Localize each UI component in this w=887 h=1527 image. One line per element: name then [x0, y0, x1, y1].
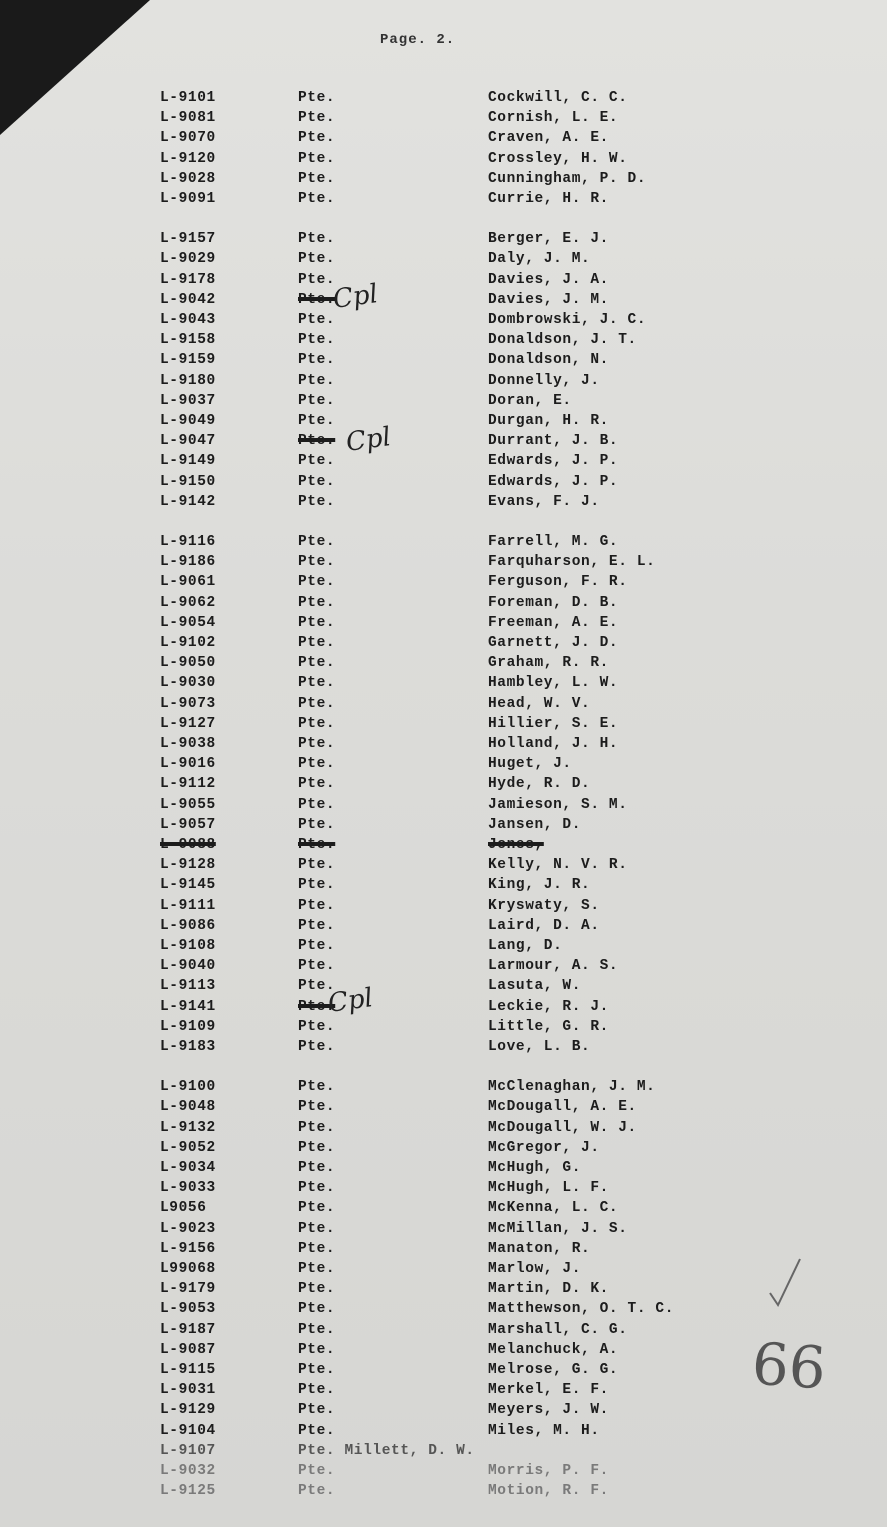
- rank: Pte.: [298, 917, 336, 934]
- roster-row: [0, 673, 887, 693]
- rank: Pte.: [298, 1301, 336, 1318]
- rank: Pte.: [298, 1362, 336, 1378]
- rank: Pte.: [298, 816, 336, 833]
- handwritten-cpl-annotation: Cpl: [331, 279, 380, 315]
- handwritten-cpl-annotation: Cpl: [344, 422, 393, 458]
- service-number: L-9031: [160, 1382, 216, 1399]
- rank: Pte.: [298, 877, 336, 894]
- soldier-name: King, J. R.: [488, 877, 591, 894]
- rank: Pte.: [298, 635, 336, 651]
- rank: Pte.: [298, 1180, 336, 1197]
- soldier-name: Davies, J. M.: [488, 291, 609, 308]
- soldier-name: Farrell, M. G.: [488, 534, 619, 550]
- soldier-name: Currie, H. R.: [488, 191, 609, 207]
- handwritten-cpl-annotation: Cpl: [326, 983, 375, 1019]
- rank: Pte.: [298, 1281, 336, 1298]
- rank: Pte.: [298, 594, 336, 611]
- service-number: L9056: [160, 1200, 207, 1217]
- rank: Pte.: [298, 271, 336, 288]
- soldier-name: Garnett, J. D.: [488, 635, 619, 651]
- rank: Pte.: [298, 170, 336, 187]
- soldier-name: Craven, A. E.: [488, 130, 609, 147]
- soldier-name: Meyers, J. W.: [488, 1402, 609, 1419]
- soldier-name: Melrose, G. G.: [488, 1362, 619, 1378]
- roster-row: [0, 108, 887, 128]
- roster-row: [0, 411, 887, 431]
- service-number: L-9101: [160, 90, 216, 106]
- service-number: L-9048: [160, 1099, 216, 1116]
- roster-row: [0, 88, 887, 108]
- soldier-name: Manaton, R.: [488, 1240, 591, 1257]
- rank: Pte.: [298, 1200, 336, 1217]
- service-number: L-9029: [160, 251, 216, 268]
- roster-row: [0, 1017, 887, 1037]
- rank: Pte. Millett, D. W.: [298, 1442, 475, 1459]
- roster-row: [0, 149, 887, 169]
- service-number: L-9149: [160, 453, 216, 470]
- soldier-name: Matthewson, O. T. C.: [488, 1301, 675, 1318]
- service-number: L-9132: [160, 1119, 216, 1136]
- rank: Pte.: [298, 433, 336, 450]
- roster-row: [0, 270, 887, 290]
- rank: Pte.: [298, 453, 336, 470]
- rank: Pte.: [298, 1402, 336, 1419]
- service-number: L-9100: [160, 1079, 216, 1096]
- rank: Pte.: [298, 1261, 336, 1277]
- service-number: L-9186: [160, 554, 216, 571]
- soldier-name: Love, L. B.: [488, 1039, 591, 1055]
- service-number: L-9037: [160, 392, 216, 409]
- service-number: L-9034: [160, 1160, 216, 1176]
- rank: Pte.: [298, 796, 336, 813]
- roster-row: [0, 835, 887, 855]
- soldier-name: Donaldson, N.: [488, 352, 609, 369]
- roster-row: [0, 1198, 887, 1218]
- roster-row: [0, 936, 887, 956]
- soldier-name: Merkel, E. F.: [488, 1382, 609, 1399]
- rank: Pte.: [298, 554, 336, 571]
- soldier-name: Donaldson, J. T.: [488, 332, 637, 349]
- roster-row: [0, 714, 887, 734]
- rank: Pte.: [298, 1483, 336, 1500]
- service-number: L-9028: [160, 170, 216, 187]
- service-number: L-9023: [160, 1220, 216, 1237]
- rank: Pte.: [298, 473, 336, 490]
- rank: Pte.: [298, 1160, 336, 1176]
- soldier-name: Leckie, R. J.: [488, 998, 609, 1015]
- soldier-name: Donnelly, J.: [488, 372, 600, 389]
- service-number: L-9081: [160, 110, 216, 127]
- soldier-name: Morris, P. F.: [488, 1463, 609, 1479]
- soldier-name: Head, W. V.: [488, 695, 591, 712]
- soldier-name: Marlow, J.: [488, 1261, 582, 1277]
- rank: Pte.: [298, 130, 336, 147]
- rank: Pte.: [298, 614, 336, 631]
- roster-row: [0, 1299, 887, 1319]
- soldier-name: Larmour, A. S.: [488, 958, 619, 975]
- roster-row: [0, 875, 887, 895]
- soldier-name: McHugh, G.: [488, 1160, 582, 1176]
- soldier-name: Martin, D. K.: [488, 1281, 609, 1298]
- service-number: L-9050: [160, 655, 216, 672]
- rank: Pte.: [298, 1341, 336, 1358]
- service-number: L-9116: [160, 534, 216, 550]
- service-number: L-9042: [160, 291, 216, 308]
- rank: Pte.: [298, 150, 336, 167]
- service-number: L-9073: [160, 695, 216, 712]
- roster-row: [0, 815, 887, 835]
- roster-row: [0, 169, 887, 189]
- rank: Pte.: [298, 392, 336, 409]
- handwritten-margin-number: 66: [749, 1329, 829, 1403]
- roster-row: [0, 552, 887, 572]
- roster-row: [0, 1481, 887, 1501]
- soldier-name: Cunningham, P. D.: [488, 170, 647, 187]
- roster-row: [0, 1158, 887, 1178]
- rank: Pte.: [298, 1079, 336, 1096]
- service-number: L-9150: [160, 473, 216, 490]
- roster-row: [0, 916, 887, 936]
- soldier-name: McDougall, A. E.: [488, 1099, 637, 1116]
- soldier-name: McKenna, L. C.: [488, 1200, 619, 1217]
- service-number: L-9088: [160, 837, 216, 853]
- service-number: L-9115: [160, 1362, 216, 1378]
- rank: Pte.: [298, 978, 336, 995]
- soldier-name: Ferguson, F. R.: [488, 574, 628, 591]
- roster-row: [0, 997, 887, 1017]
- rank: Pte.: [298, 291, 336, 308]
- rank: Pte.: [298, 574, 336, 591]
- service-number: L-9032: [160, 1463, 216, 1479]
- soldier-name: McMillan, J. S.: [488, 1220, 628, 1237]
- service-number: L-9016: [160, 756, 216, 773]
- rank: Pte.: [298, 736, 336, 752]
- roster-row: [0, 128, 887, 148]
- rank: Pte.: [298, 352, 336, 369]
- soldier-name: Durgan, H. R.: [488, 413, 609, 429]
- roster-row: [0, 1421, 887, 1441]
- roster-row: [0, 956, 887, 976]
- soldier-name: Hyde, R. D.: [488, 776, 591, 793]
- soldier-name: Dombrowski, J. C.: [488, 312, 647, 328]
- rank: Pte.: [298, 1039, 336, 1055]
- service-number: L-9061: [160, 574, 216, 591]
- soldier-name: Cockwill, C. C.: [488, 90, 628, 106]
- rank: Pte.: [298, 1240, 336, 1257]
- service-number: L-9142: [160, 493, 216, 510]
- rank: Pte.: [298, 715, 336, 732]
- roster-row: [0, 1461, 887, 1481]
- soldier-name: Hillier, S. E.: [488, 715, 619, 732]
- rank: Pte.: [298, 332, 336, 349]
- rank: Pte.: [298, 534, 336, 550]
- roster-row: [0, 896, 887, 916]
- soldier-name: Crossley, H. W.: [488, 150, 628, 167]
- service-number: L-9141: [160, 998, 216, 1015]
- soldier-name: Edwards, J. P.: [488, 453, 619, 470]
- soldier-name: Little, G. R.: [488, 1018, 609, 1035]
- roster-row: [0, 532, 887, 552]
- soldier-name: Hambley, L. W.: [488, 675, 619, 692]
- service-number: L-9125: [160, 1483, 216, 1500]
- service-number: L-9178: [160, 271, 216, 288]
- rank: Pte.: [298, 695, 336, 712]
- roster-row: [0, 653, 887, 673]
- service-number: L-9030: [160, 675, 216, 692]
- rank: Pte.: [298, 675, 336, 692]
- soldier-name: Evans, F. J.: [488, 493, 600, 510]
- roster-row: [0, 754, 887, 774]
- rank: Pte.: [298, 1321, 336, 1338]
- roster-row: [0, 694, 887, 714]
- rank: Pte.: [298, 998, 336, 1015]
- service-number: L-9102: [160, 635, 216, 651]
- service-number: L-9156: [160, 1240, 216, 1257]
- service-number: L-9179: [160, 1281, 216, 1298]
- soldier-name: Lasuta, W.: [488, 978, 582, 995]
- service-number: L-9127: [160, 715, 216, 732]
- service-number: L-9038: [160, 736, 216, 752]
- roster-row: [0, 1037, 887, 1057]
- soldier-name: Graham, R. R.: [488, 655, 609, 672]
- service-number: L-9043: [160, 312, 216, 328]
- soldier-name: Miles, M. H.: [488, 1422, 600, 1439]
- roster-row: [0, 492, 887, 512]
- page-number: Page. 2.: [380, 32, 456, 48]
- rank: Pte.: [298, 1382, 336, 1399]
- service-number: L99068: [160, 1261, 216, 1277]
- soldier-name: Laird, D. A.: [488, 917, 600, 934]
- roster-row: [0, 1400, 887, 1420]
- rank: Pte.: [298, 90, 336, 106]
- roster-row: [0, 1279, 887, 1299]
- service-number: L-9159: [160, 352, 216, 369]
- soldier-name: Farquharson, E. L.: [488, 554, 656, 571]
- rank: Pte.: [298, 938, 336, 954]
- roster-row: [0, 1097, 887, 1117]
- rank: Pte.: [298, 756, 336, 773]
- soldier-name: Melanchuck, A.: [488, 1341, 619, 1358]
- soldier-name: Lang, D.: [488, 938, 563, 954]
- service-number: L-9187: [160, 1321, 216, 1338]
- service-number: L-9128: [160, 857, 216, 874]
- soldier-name: McHugh, L. F.: [488, 1180, 609, 1197]
- soldier-name: Cornish, L. E.: [488, 110, 619, 127]
- roster-row: [0, 451, 887, 471]
- service-number: L-9053: [160, 1301, 216, 1318]
- roster-row: [0, 310, 887, 330]
- service-number: L-9047: [160, 433, 216, 450]
- soldier-name: Jamieson, S. M.: [488, 796, 628, 813]
- roster-row: [0, 633, 887, 653]
- rank: Pte.: [298, 1139, 336, 1156]
- roster-row: [0, 1077, 887, 1097]
- service-number: L-9070: [160, 130, 216, 147]
- rank: Pte.: [298, 655, 336, 672]
- soldier-name: Holland, J. H.: [488, 736, 619, 752]
- roster-row: [0, 350, 887, 370]
- roster-row: [0, 249, 887, 269]
- rank: Pte.: [298, 1099, 336, 1116]
- handwritten-check-mark: [766, 1255, 806, 1310]
- service-number: L-9157: [160, 231, 216, 248]
- roster-row: [0, 613, 887, 633]
- rank: Pte.: [298, 372, 336, 389]
- roster-row: [0, 1219, 887, 1239]
- service-number: L-9033: [160, 1180, 216, 1197]
- soldier-name: McGregor, J.: [488, 1139, 600, 1156]
- service-number: L-9111: [160, 897, 216, 914]
- roster-row: [0, 1118, 887, 1138]
- soldier-name: Berger, E. J.: [488, 231, 609, 248]
- soldier-name: McDougall, W. J.: [488, 1119, 637, 1136]
- service-number: L-9180: [160, 372, 216, 389]
- service-number: L-9040: [160, 958, 216, 975]
- roster-row: [0, 431, 887, 451]
- rank: Pte.: [298, 312, 336, 328]
- roster-row: [0, 734, 887, 754]
- rank: Pte.: [298, 231, 336, 248]
- service-number: L-9183: [160, 1039, 216, 1055]
- roster-row: [0, 593, 887, 613]
- rank: Pte.: [298, 857, 336, 874]
- roster-row: [0, 1259, 887, 1279]
- roster-row: [0, 572, 887, 592]
- rank: Pte.: [298, 958, 336, 975]
- soldier-name: Foreman, D. B.: [488, 594, 619, 611]
- rank: Pte.: [298, 1422, 336, 1439]
- soldier-name: Marshall, C. G.: [488, 1321, 628, 1338]
- soldier-name: Durrant, J. B.: [488, 433, 619, 450]
- roster-row: [0, 391, 887, 411]
- service-number: L-9112: [160, 776, 216, 793]
- rank: Pte.: [298, 110, 336, 127]
- service-number: L-9109: [160, 1018, 216, 1035]
- rank: Pte.: [298, 493, 336, 510]
- roster-row: [0, 330, 887, 350]
- service-number: L-9086: [160, 917, 216, 934]
- soldier-name: Freeman, A. E.: [488, 614, 619, 631]
- service-number: L-9129: [160, 1402, 216, 1419]
- soldier-name: Doran, E.: [488, 392, 572, 409]
- soldier-name: Motion, R. F.: [488, 1483, 609, 1500]
- service-number: L-9120: [160, 150, 216, 167]
- roster-row: [0, 795, 887, 815]
- soldier-name: Davies, J. A.: [488, 271, 609, 288]
- roster-row: [0, 1441, 887, 1461]
- soldier-name: Jansen, D.: [488, 816, 582, 833]
- service-number: L-9049: [160, 413, 216, 429]
- soldier-name: Kelly, N. V. R.: [488, 857, 628, 874]
- roster-row: [0, 290, 887, 310]
- rank: Pte.: [298, 1463, 336, 1479]
- roster-row: [0, 1178, 887, 1198]
- service-number: L-9054: [160, 614, 216, 631]
- rank: Pte.: [298, 776, 336, 793]
- service-number: L-9055: [160, 796, 216, 813]
- soldier-name: McClenaghan, J. M.: [488, 1079, 656, 1096]
- service-number: L-9158: [160, 332, 216, 349]
- roster-row: [0, 371, 887, 391]
- rank: Pte.: [298, 837, 336, 853]
- service-number: L-9104: [160, 1422, 216, 1439]
- roster-row: [0, 855, 887, 875]
- service-number: L-9057: [160, 816, 216, 833]
- rank: Pte.: [298, 413, 336, 429]
- soldier-name: Jones,: [488, 837, 544, 853]
- service-number: L-9091: [160, 191, 216, 207]
- soldier-name: Daly, J. M.: [488, 251, 591, 268]
- roster-row: [0, 774, 887, 794]
- soldier-name: Huget, J.: [488, 756, 572, 773]
- service-number: L-9108: [160, 938, 216, 954]
- roster-row: [0, 1239, 887, 1259]
- service-number: L-9113: [160, 978, 216, 995]
- roster-row: [0, 976, 887, 996]
- service-number: L-9107: [160, 1442, 216, 1459]
- soldier-name: Kryswaty, S.: [488, 897, 600, 914]
- roster-row: [0, 189, 887, 209]
- rank: Pte.: [298, 1018, 336, 1035]
- service-number: L-9087: [160, 1341, 216, 1358]
- service-number: L-9052: [160, 1139, 216, 1156]
- rank: Pte.: [298, 1119, 336, 1136]
- rank: Pte.: [298, 897, 336, 914]
- roster-row: [0, 472, 887, 492]
- service-number: L-9062: [160, 594, 216, 611]
- rank: Pte.: [298, 191, 336, 207]
- service-number: L-9145: [160, 877, 216, 894]
- rank: Pte.: [298, 1220, 336, 1237]
- roster-row: [0, 1138, 887, 1158]
- soldier-name: Edwards, J. P.: [488, 473, 619, 490]
- roster-row: [0, 229, 887, 249]
- rank: Pte.: [298, 251, 336, 268]
